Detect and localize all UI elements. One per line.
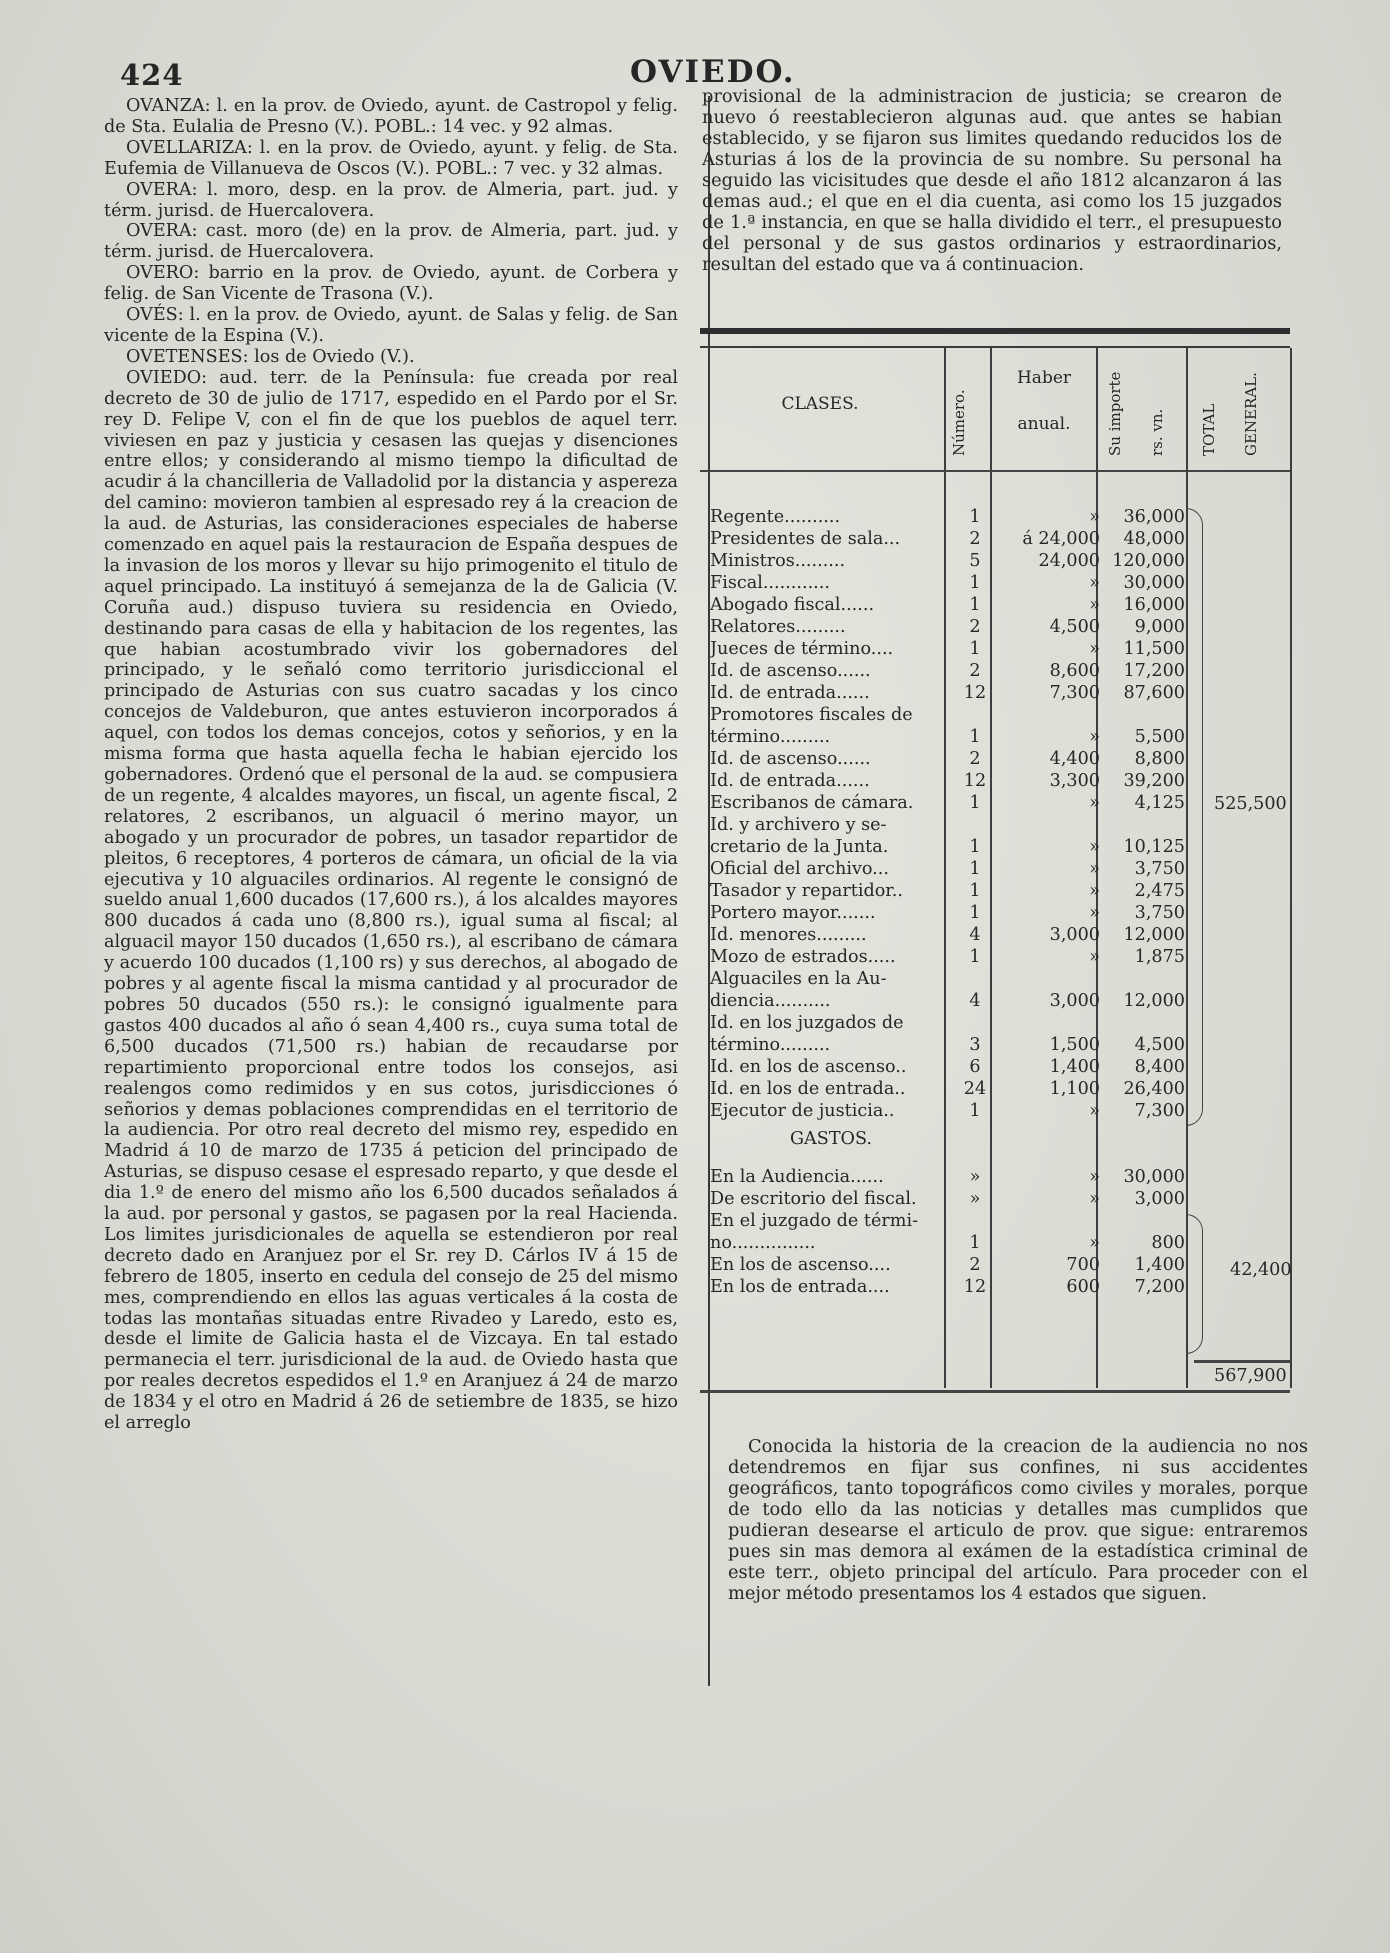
row-importe: 3,750 — [1134, 903, 1185, 923]
row-number: 2 — [969, 529, 981, 549]
row-importe: 36,000 — [1123, 507, 1185, 527]
row-number: 1 — [969, 881, 981, 901]
row-number: 1 — [969, 1233, 981, 1253]
row-label: Abogado fiscal...... — [710, 595, 875, 615]
table-row — [710, 616, 1310, 638]
row-haber: 4,500 — [1049, 617, 1100, 637]
row-label: Promotores fiscales de — [710, 705, 913, 725]
row-haber: 24,000 — [1038, 551, 1100, 571]
row-number: 3 — [969, 1035, 981, 1055]
row-importe: 8,400 — [1134, 1057, 1185, 1077]
row-number: 12 — [963, 771, 987, 791]
table-row — [710, 1188, 1310, 1210]
row-label: Alguaciles en la Au- — [710, 969, 887, 989]
table-row — [710, 836, 1310, 858]
row-importe: 12,000 — [1123, 991, 1185, 1011]
table-row — [710, 880, 1310, 902]
table-top-rule — [700, 328, 1290, 334]
row-haber: » — [1089, 639, 1100, 659]
grand-total: 567,900 — [1214, 1366, 1287, 1386]
row-label: Id. menores......... — [710, 925, 867, 945]
table-row — [710, 1100, 1310, 1122]
row-label: Jueces de término.... — [710, 639, 894, 659]
row-haber: » — [1089, 947, 1100, 967]
row-label: Mozo de estrados..... — [710, 947, 896, 967]
row-haber: 8,600 — [1049, 661, 1100, 681]
row-importe: 12,000 — [1123, 925, 1185, 945]
table-top-rule-thin — [700, 346, 1290, 348]
row-number: 5 — [969, 551, 981, 571]
table-row — [710, 1276, 1310, 1298]
row-importe: 7,300 — [1134, 1101, 1185, 1121]
row-haber: » — [1089, 859, 1100, 879]
row-importe: 48,000 — [1123, 529, 1185, 549]
row-number: 1 — [969, 1101, 981, 1121]
row-label: Relatores......... — [710, 617, 846, 637]
row-label: Id. de entrada...... — [710, 683, 870, 703]
row-number: 1 — [969, 903, 981, 923]
row-haber: 4,400 — [1049, 749, 1100, 769]
table-row — [710, 1254, 1310, 1276]
row-haber: 1,400 — [1049, 1057, 1100, 1077]
row-number: 12 — [963, 1277, 987, 1297]
table-row — [710, 770, 1310, 792]
row-label: Id. en los de ascenso.. — [710, 1057, 907, 1077]
table-row — [710, 1056, 1310, 1078]
entry-ovanza: OVANZA: l. en la prov. de Oviedo, ayunt. de Castropol y felig. de Sta. Eulalia de Presno (V.). POBL.: 14 vec. y 92 almas. — [104, 96, 678, 137]
row-label: no............... — [710, 1233, 816, 1253]
table-row — [710, 594, 1310, 616]
row-label: Ejecutor de justicia.. — [710, 1101, 895, 1121]
table-row — [710, 1078, 1310, 1100]
header-importe-1: Su importe — [1106, 371, 1124, 456]
row-haber: » — [1089, 1167, 1100, 1187]
header-numero: Número. — [950, 389, 968, 456]
budget-table — [700, 328, 1300, 1390]
row-haber: 700 — [1066, 1255, 1100, 1275]
row-number: 1 — [969, 507, 981, 527]
row-label: Ministros......... — [710, 551, 846, 571]
row-label: Oficial del archivo... — [710, 859, 889, 879]
entry-overa-2: OVERA: cast. moro (de) en la prov. de Almeria, part. jud. y térm. jurisd. de Huercalovera. — [104, 221, 678, 263]
row-haber: 1,500 — [1049, 1035, 1100, 1055]
table-row — [710, 858, 1310, 880]
row-importe: 17,200 — [1123, 661, 1185, 681]
row-label: cretario de la Junta. — [710, 837, 889, 857]
table-row — [710, 814, 1310, 836]
table-row — [710, 1210, 1310, 1232]
row-haber: 3,000 — [1049, 991, 1100, 1011]
right-column-top — [702, 86, 1282, 275]
row-label: Fiscal............ — [710, 573, 830, 593]
row-importe: 1,400 — [1134, 1255, 1185, 1275]
row-number: 4 — [969, 991, 981, 1011]
row-label: término......... — [710, 727, 831, 747]
row-label: Regente.......... — [710, 507, 841, 527]
row-label: diencia.......... — [710, 991, 831, 1011]
row-haber: á 24,000 — [1022, 529, 1100, 549]
row-label: Id. de entrada...... — [710, 771, 870, 791]
row-number: 1 — [969, 947, 981, 967]
entry-overa-1: OVERA: l. moro, desp. en la prov. de Almeria, part. jud. y térm. jurisd. de Huercalovera. — [104, 179, 678, 221]
row-importe: 39,200 — [1123, 771, 1185, 791]
gastos-title-row — [710, 1128, 1310, 1150]
row-number: 1 — [969, 573, 981, 593]
row-haber: » — [1089, 1101, 1100, 1121]
gastos-total: 42,400 — [1230, 1260, 1292, 1280]
row-haber: » — [1089, 595, 1100, 615]
row-number: 1 — [969, 837, 981, 857]
header-importe-2: rs. vn. — [1148, 408, 1166, 456]
table-bottom-rule — [700, 1390, 1290, 1393]
table-header-rule — [700, 470, 1290, 472]
header-total-2: GENERAL. — [1242, 372, 1260, 456]
row-label: Presidentes de sala... — [710, 529, 901, 549]
row-number: 1 — [969, 793, 981, 813]
entry-ovetenses: OVETENSES: los de Oviedo (V.). — [126, 346, 415, 367]
personal-total: 525,500 — [1214, 794, 1287, 814]
row-importe: 120,000 — [1112, 551, 1185, 571]
row-importe: 16,000 — [1123, 595, 1185, 615]
row-haber: » — [1089, 573, 1100, 593]
gastos-title: GASTOS. — [790, 1129, 872, 1149]
row-label: Escribanos de cámara. — [710, 793, 914, 813]
row-importe: 3,000 — [1134, 1189, 1185, 1209]
right-column-bottom — [728, 1436, 1308, 1604]
row-number: » — [969, 1189, 981, 1209]
row-label: En los de ascenso.... — [710, 1255, 891, 1275]
table-row — [710, 1034, 1310, 1056]
row-label: término......... — [710, 1035, 831, 1055]
row-number: 1 — [969, 859, 981, 879]
row-importe: 10,125 — [1123, 837, 1185, 857]
row-importe: 26,400 — [1123, 1079, 1185, 1099]
row-haber: » — [1089, 837, 1100, 857]
row-number: 4 — [969, 925, 981, 945]
table-row — [710, 946, 1310, 968]
page-number: 424 — [120, 58, 184, 92]
row-importe: 9,000 — [1134, 617, 1185, 637]
header-haber-2: anual. — [1017, 414, 1071, 434]
table-row — [710, 528, 1310, 550]
row-number: 1 — [969, 639, 981, 659]
entry-oviedo: OVIEDO: aud. terr. de la Península: fue creada por real decreto de 30 de julio de 1717, espedido en el Pardo por el Sr. rey D. Felipe V, con el fin de que los pueblos de aquel terr. viviesen en paz y justicia y cesasen las quejas y disenciones entre ellos; y considerando al mismo tiempo la dificultad de acudir á la chancilleria de Valladolid por la distancia y aspereza del camino: movieron tambien al espresado rey á la creacion de la aud. de Asturias, las consideraciones especiales de haberse comenzado en aquel pais la restauracion de España despues de la invasion de los moros y llevar su hijo primogenito el titulo de aquel principado. La instituyó á semejanza de la de Galicia (V. Coruña aud.) dispuso tuviera su residencia en Oviedo, destinando para casas de ella y habitacion de los regentes, las que habian acostumbrado vivir los gobernadores del principado, y le señaló como territorio jurisdiccional el principado de Asturias con sus cuatro sacadas y los cinco concejos de Valdeburon, que antes estuvieron incorporados á aquel, con todos los demas concejos, cotos y señorios, y en la misma forma que hasta aquella fecha le habian ejercido los gobernadores. Ordenó que el personal de la aud. se compusiera de un regente, 4 alcaldes mayores, un fiscal, un agente fiscal, 2 relatores, 2 escribanos, un alguacil ó merino mayor, un abogado y un procurador de pobres, un tasador repartidor de pleitos, 6 receptores, 4 porteros de cámara, un oficial de la via ejecutiva y 10 alguaciles ordinarios. Al regente le consignó de sueldo anual 1,600 ducados (17,600 rs.), á los alcaldes mayores 800 ducados á cada uno (8,800 rs.), igual suma al fiscal; al alguacil mayor 150 ducados (1,650 rs.), al escribano de cámara y acuerdo 100 ducados (1,100 rs) y sus derechos, al abogado de pobres y al agente fiscal la misma cantidad y al procurador de pobres 50 ducados (550 rs.): le consignó igualmente para gastos 400 ducados al año ó sean 4,400 rs., cuya suma total de 6,500 ducados (71,500 rs.) habian de recaudarse por repartimiento proporcional entre todos los consejos, asi realengos como redimidos y en sus cotos, jurisdicciones ó señorios y demas poblaciones comprendidas en el territorio de la audiencia. Por otro real decreto del mismo rey, espedido en Madrid á 10 de marzo de 1735 á peticion del principado de Asturias, se dispuso cesase el espresado reparto, y que desde el dia 1.º de enero del mismo año los 6,500 ducados señalados á la aud. por personal y gastos, se pagasen por la real Hacienda. Los limites jurisdicionales de aquella se estendieron por real decreto dado en Aranjuez por el Sr. rey D. Cárlos IV á 15 de febrero de 1805, inserto en cedula del consejo de 25 del mismo mes, comprendiendo en ellos las aguas verticales á la costa de todas las montañas situadas entre Rivadeo y Laredo, esto es, desde el limite de Galicia hasta el de Vizcaya. En tal estado permanecia el terr. jurisdicional de la aud. de Oviedo hasta que por reales decretos espedidos el 1.º en Aranjuez á 24 de marzo de 1834 y el otro en Madrid á 26 de setiembre de 1835, se hizo el arreglo — [104, 367, 678, 1434]
table-row — [710, 1012, 1310, 1034]
table-row — [710, 726, 1310, 748]
row-number: 2 — [969, 617, 981, 637]
row-label: De escritorio del fiscal. — [710, 1189, 917, 1209]
row-importe: 1,875 — [1134, 947, 1185, 967]
row-importe: 7,200 — [1134, 1277, 1185, 1297]
left-column — [104, 96, 678, 1434]
personal-brace — [1186, 508, 1203, 1126]
row-haber: » — [1089, 727, 1100, 747]
table-row — [710, 638, 1310, 660]
row-label: Portero mayor....... — [710, 903, 876, 923]
table-row — [710, 748, 1310, 770]
row-number: 6 — [969, 1057, 981, 1077]
header-clases: CLASES. — [781, 394, 859, 414]
table-row — [710, 902, 1310, 924]
entry-overo: OVERO: barrio en la prov. de Oviedo, ayunt. de Corbera y felig. de San Vicente de Trasona (V.). — [104, 263, 678, 305]
right-bottom-text: Conocida la historia de la creacion de la audiencia no nos detendremos en fijar sus confines, ni sus accidentes geográficos, tanto topográficos como civiles y morales, porque de todo ello da las noticias y detalles mas cumplidos que pudieran desearse el articulo de prov. que sigue: entraremos pues sin mas demora al exámen de la estadística criminal de este terr., objeto principal del artículo. Para proceder con el mejor método presentamos los 4 estados que siguen. — [728, 1436, 1308, 1604]
row-number: 2 — [969, 661, 981, 681]
row-label: Tasador y repartidor.. — [710, 881, 903, 901]
row-label: En la Audiencia...... — [710, 1167, 884, 1187]
gastos-brace — [1186, 1214, 1203, 1354]
row-number: 12 — [963, 683, 987, 703]
row-haber: 7,300 — [1049, 683, 1100, 703]
row-importe: 4,500 — [1134, 1035, 1185, 1055]
row-haber: 600 — [1066, 1277, 1100, 1297]
row-haber: » — [1089, 881, 1100, 901]
row-haber: 1,100 — [1049, 1079, 1100, 1099]
row-importe: 8,800 — [1134, 749, 1185, 769]
entry-ovellariza: OVELLARIZA: l. en la prov. de Oviedo, ayunt. y felig. de Sta. Eufemia de Villanueva de Oscos (V.). POBL.: 7 vec. y 32 almas. — [104, 137, 678, 179]
row-label: En el juzgado de térmi- — [710, 1211, 919, 1231]
table-row — [710, 924, 1310, 946]
row-label: Id. en los de entrada.. — [710, 1079, 906, 1099]
row-number: 2 — [969, 749, 981, 769]
row-haber: 3,300 — [1049, 771, 1100, 791]
table-row — [710, 506, 1310, 528]
table-row — [710, 990, 1310, 1012]
row-number: 1 — [969, 727, 981, 747]
row-label: En los de entrada.... — [710, 1277, 890, 1297]
row-number: 2 — [969, 1255, 981, 1275]
row-importe: 3,750 — [1134, 859, 1185, 879]
header-total-1: TOTAL — [1200, 403, 1218, 456]
table-row — [710, 550, 1310, 572]
row-importe: 800 — [1151, 1233, 1185, 1253]
table-row — [710, 704, 1310, 726]
row-haber: » — [1089, 1189, 1100, 1209]
row-haber: 3,000 — [1049, 925, 1100, 945]
right-top-text: provisional de la administracion de justicia; se crearon de nuevo ó reestablecieron algunas aud. que antes se habian establecido, y se fijaron sus limites quedando reducidos los de Asturias á los de la provincia de su nombre. Su personal ha seguido las vicisitudes que desde el año 1812 alcanzaron á las demas aud.; el que en el dia cuenta, asi como los 15 juzgados de 1.ª instancia, en que se halla dividido el terr., el presupuesto del personal y de sus gastos ordinarios y estraordinarios, resultan del estado que va á continuacion. — [702, 86, 1282, 275]
table-row — [710, 572, 1310, 594]
row-haber: » — [1089, 793, 1100, 813]
table-row — [710, 968, 1310, 990]
row-importe: 30,000 — [1123, 1167, 1185, 1187]
table-row — [710, 1166, 1310, 1188]
entry-oves: OVÉS: l. en la prov. de Oviedo, ayunt. de Salas y felig. de San vicente de la Espina (V.). — [104, 305, 678, 346]
table-row — [710, 660, 1310, 682]
row-number: » — [969, 1167, 981, 1187]
row-label: Id. de ascenso...... — [710, 661, 871, 681]
row-importe: 4,125 — [1134, 793, 1185, 813]
row-importe: 2,475 — [1134, 881, 1185, 901]
row-label: Id. en los juzgados de — [710, 1013, 904, 1033]
row-importe: 5,500 — [1134, 727, 1185, 747]
table-row — [710, 1232, 1310, 1254]
row-haber: » — [1089, 903, 1100, 923]
table-body — [710, 506, 1310, 1298]
grand-total-rule — [1194, 1360, 1290, 1363]
table-row — [710, 682, 1310, 704]
row-importe: 30,000 — [1123, 573, 1185, 593]
row-haber: » — [1089, 507, 1100, 527]
header-haber-1: Haber — [1016, 368, 1072, 388]
row-importe: 87,600 — [1123, 683, 1185, 703]
row-haber: » — [1089, 1233, 1100, 1253]
row-number: 1 — [969, 595, 981, 615]
running-head: OVIEDO. — [630, 54, 796, 90]
row-label: Id. de ascenso...... — [710, 749, 871, 769]
row-importe: 11,500 — [1123, 639, 1185, 659]
row-label: Id. y archivero y se- — [710, 815, 887, 835]
row-number: 24 — [963, 1079, 987, 1099]
